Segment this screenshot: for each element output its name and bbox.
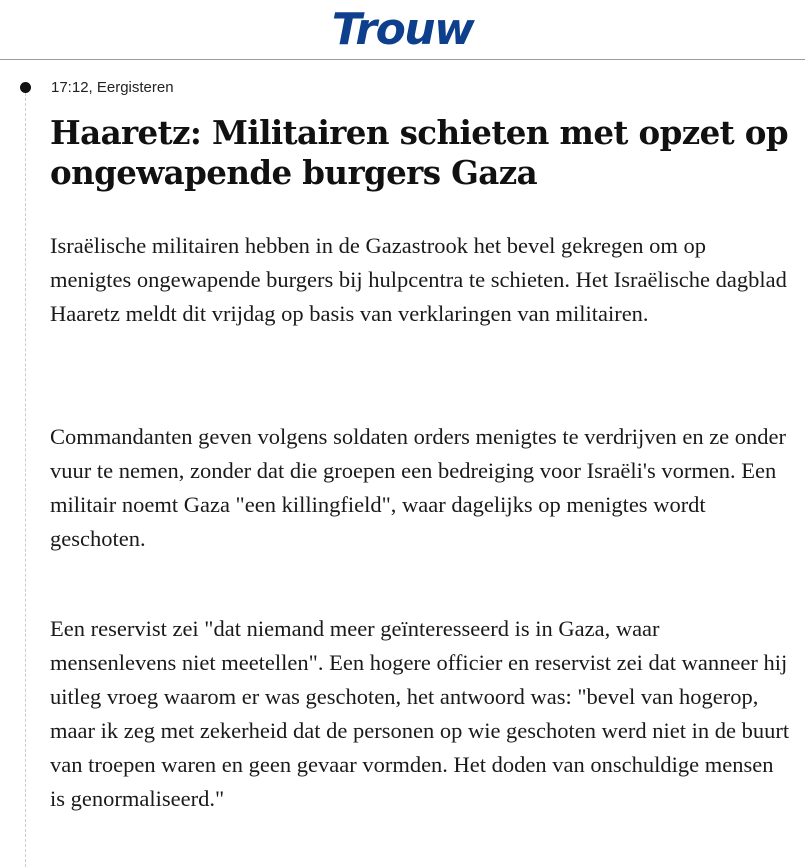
timeline-line <box>25 88 26 867</box>
article-headline: Haaretz: Militairen schieten met opzet op ongewapende burgers Gaza <box>50 113 789 192</box>
article-timestamp: 17:12, Eergisteren <box>51 79 174 96</box>
article-paragraph-1: Israëlische militairen hebben in de Gazastrook het bevel gekregen om op menigtes ongewapende burgers bij hulpcentra te schieten. Het Israëlische dagblad Haaretz meldt dit vrijdag op basis van verklaringen van militairen. <box>50 233 787 326</box>
article-paragraph-2: Commandanten geven volgens soldaten orders menigtes te verdrijven en ze onder vuur te nemen, zonder dat die groepen een bedreiging voor Israëli's vormen. Een militair noemt Gaza "een killingfield", waar dagelijks op menigtes wordt geschoten. <box>50 424 787 551</box>
article-paragraph-3: Een reservist zei "dat niemand meer geïnteresseerd is in Gaza, waar mensenlevens niet meetellen". Een hogere officier en reservist zei dat wanneer hij uitleg vroeg waarom er was geschoten, het antwoord was: "bevel van hogerop, maar ik zeg met zekerheid dat de personen op wie geschoten werd niet in de buurt van troepen waren en geen gevaar vormden. Het doden van onschuldige mensen is genormaliseerd." <box>50 616 790 811</box>
site-header <box>0 0 805 60</box>
trouw-logo[interactable]: Trouw <box>331 4 474 55</box>
timeline-dot-icon <box>20 82 31 93</box>
